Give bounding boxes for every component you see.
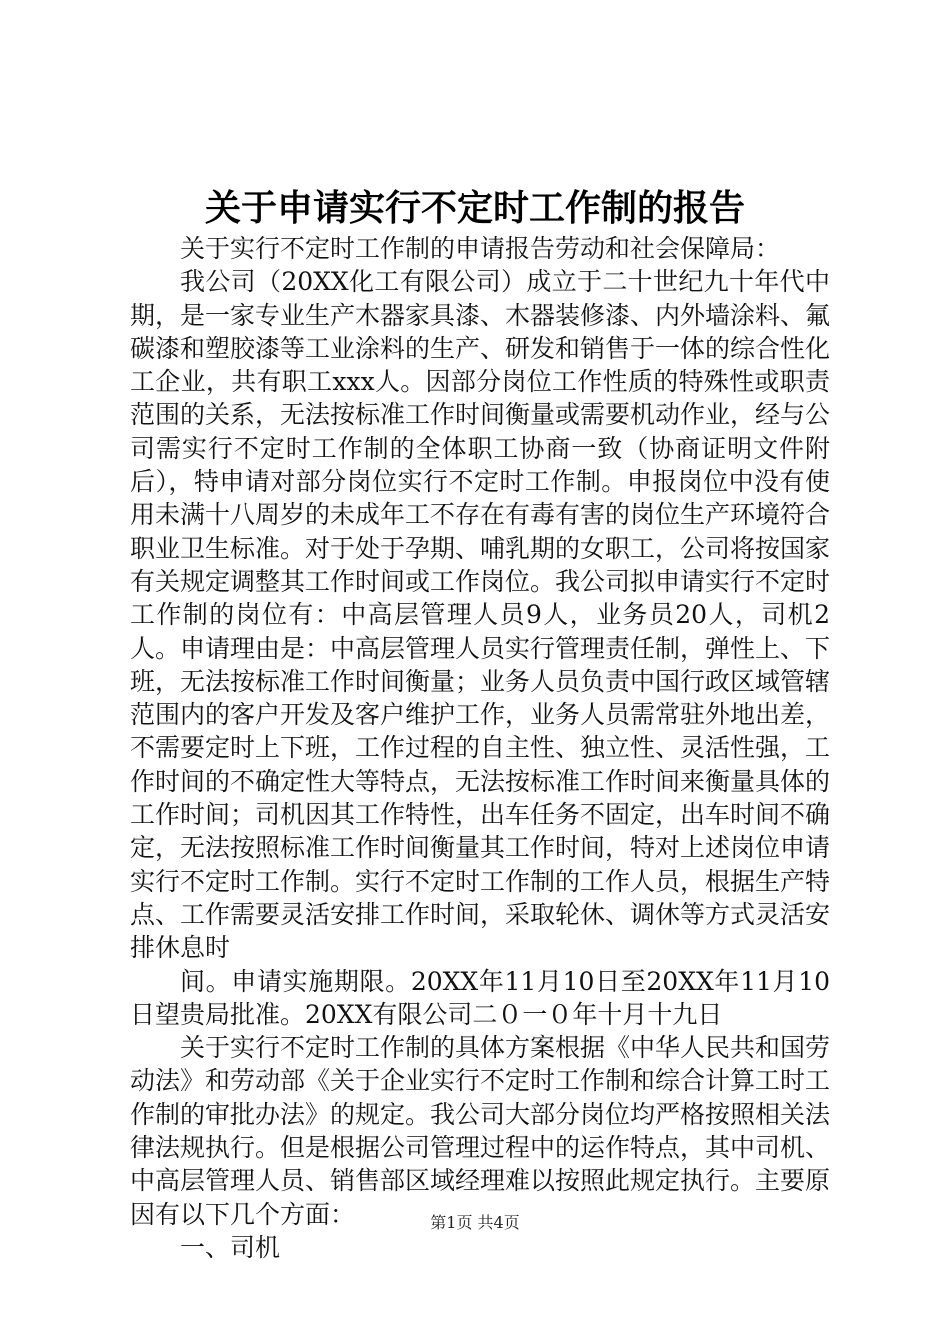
paragraph-company-intro: 我公司（20XX化工有限公司）成立于二十世纪九十年代中期，是一家专业生产木器家具漆、木器装修漆、内外墙涂料、氟碳漆和塑胶漆等工业涂料的生产、研发和销售于一体的综合性化工企业，共有职工xxx人。因部分岗位工作性质的特殊性或职责范围的关系，无法按标准工作时间衡量或需要机动作业，经与公司需实行不定时工作制的全体职工协商一致（协商证明文件附后），特申请对部分岗位实行不定时工作制。申报岗位中没有使用未满十八周岁的未成年工不存在有毒有害的岗位生产环境符合职业卫生标准。对于处于孕期、哺乳期的女职工，公司将按国家有关规定调整其工作时间或工作岗位。我公司拟申请实行不定时工作制的岗位有：中高层管理人员9人，业务员20人，司机2人。申请理由是：中高层管理人员实行管理责任制，弹性上、下班，无法按标准工作时间衡量；业务人员负责中国行政区域管辖范围内的客户开发及客户维护工作，业务人员需常驻外地出差，不需要定时上下班，工作过程的自主性、独立性、灵活性强，工作时间的不确定性大等特点，无法按标准工作时间来衡量具体的工作时间；司机因其工作特性，出车任务不固定，出车时间不确定，无法按照标准工作时间衡量其工作时间，特对上述岗位申请实行不定时工作制。实行不定时工作制的工作人员，根据生产特点、工作需要灵活安排工作时间，采取轮休、调休等方式灵活安排休息时 [130,267,831,963]
document-title: 关于申请实行不定时工作制的报告 [204,187,745,229]
paragraph-recipient: 关于实行不定时工作制的申请报告劳动和社会保障局： [180,234,781,263]
section-heading-driver: 一、司机 [180,1232,281,1262]
page-footer: 第1页 共4页 [430,1213,520,1232]
paragraph-specific-plan: 关于实行不定时工作制的具体方案根据《中华人民共和国劳动法》和劳动部《关于企业实行不定时工作制和综合计算工时工作制的审批办法》的规定。我公司大部分岗位均严格按照相关法律法规执行。但是根据公司管理过程中的运作特点，其中司机、中高层管理人员、销售部区域经理难以按照此规定执行。主要原因有以下几个方面： [130,1033,831,1229]
document-body [130,232,830,1264]
paragraph-period-signature: 间。申请实施期限。20XX年11月10日至20XX年11月10日望贵局批准。20XX有限公司二０一０年十月十九日 [130,966,830,1029]
